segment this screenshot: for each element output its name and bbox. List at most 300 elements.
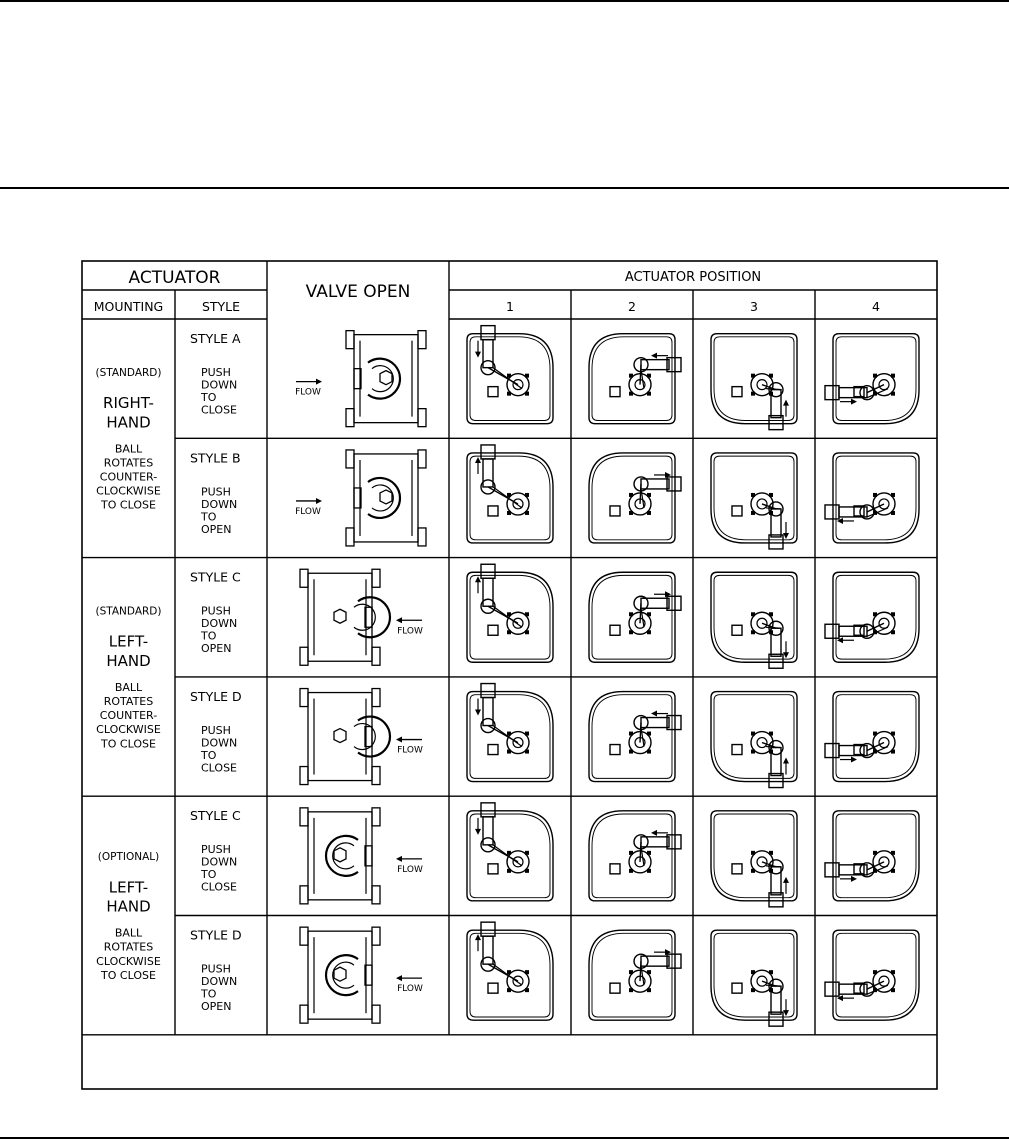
actuator-housing xyxy=(711,692,797,782)
bolt xyxy=(891,970,895,974)
style-action-text: OPEN xyxy=(201,522,232,536)
style-action-text: DOWN xyxy=(201,975,238,988)
stop-block xyxy=(488,864,498,874)
mounting-text: HAND xyxy=(106,897,151,916)
flange xyxy=(372,569,380,587)
valve-body-outline xyxy=(308,931,372,1019)
bolt xyxy=(525,732,529,736)
flange xyxy=(372,647,380,665)
ball-inner-arc xyxy=(333,962,354,988)
valve-open-heading: VALVE OPEN xyxy=(305,282,411,302)
motion-arrow-head xyxy=(851,757,857,763)
cylinder-body xyxy=(483,340,493,368)
lever-arm xyxy=(641,728,644,747)
style-action-text: DOWN xyxy=(201,378,238,392)
actuator-position-drawing xyxy=(467,445,553,543)
actuator-housing xyxy=(589,572,675,662)
bolt xyxy=(507,374,511,378)
flow-arrow-head xyxy=(316,379,322,385)
bolt xyxy=(751,851,755,855)
bolt xyxy=(647,988,651,992)
motion-arrow-head xyxy=(475,829,481,835)
actuator-housing xyxy=(589,930,675,1020)
bolt xyxy=(629,630,633,634)
stem-hex xyxy=(380,371,392,385)
actuator-heading: ACTUATOR xyxy=(128,268,221,288)
actuator-housing xyxy=(833,453,919,543)
flange xyxy=(372,927,380,945)
motion-arrow-head xyxy=(475,576,481,582)
valve-body-outline xyxy=(308,573,372,661)
actuator-housing xyxy=(711,930,797,1020)
bolt xyxy=(525,630,529,634)
style-label: STYLE D xyxy=(190,688,242,704)
lever-arm xyxy=(641,847,644,866)
lever-arm xyxy=(641,370,644,389)
actuator-position-drawing xyxy=(589,334,681,424)
stop-block xyxy=(732,625,742,635)
flow-label: FLOW xyxy=(295,387,321,398)
actuator-position-drawing xyxy=(825,811,919,901)
cylinder-body xyxy=(483,817,493,845)
flange xyxy=(418,528,426,546)
flow-arrow-head xyxy=(396,617,402,623)
actuator-housing-inner xyxy=(836,337,916,421)
bolt xyxy=(891,750,895,754)
flange xyxy=(300,569,308,587)
stop-block xyxy=(488,745,498,755)
mounting-text: ROTATES xyxy=(103,456,154,470)
actuator-housing-inner xyxy=(836,933,916,1017)
actuator-housing xyxy=(711,334,797,424)
cylinder-cap xyxy=(825,505,839,519)
actuator-housing xyxy=(833,930,919,1020)
stop-block xyxy=(488,506,498,516)
cylinder-body xyxy=(641,479,669,489)
mounting-text: BALL xyxy=(114,680,143,694)
actuator-position-drawing xyxy=(589,692,681,782)
lever-arm xyxy=(640,961,641,981)
bolt xyxy=(751,750,755,754)
actuator-housing-inner xyxy=(836,814,916,898)
motion-arrow-head xyxy=(783,877,789,883)
bolt xyxy=(525,493,529,497)
cylinder-body xyxy=(483,459,493,487)
bolt xyxy=(891,612,895,616)
lever-arm xyxy=(766,389,781,390)
bolt xyxy=(525,869,529,873)
bolt xyxy=(751,970,755,974)
mounting-text: LEFT- xyxy=(108,878,149,897)
bolt xyxy=(873,851,877,855)
bolt xyxy=(507,851,511,855)
bolt xyxy=(769,612,773,616)
actuator-position-drawing xyxy=(589,811,681,901)
ball-arc xyxy=(358,597,390,637)
mounting-text: BALL xyxy=(114,926,143,940)
actuator-position-drawing xyxy=(825,930,919,1020)
style-label: STYLE C xyxy=(190,569,241,585)
bolt xyxy=(751,732,755,736)
cylinder-cap xyxy=(825,386,839,400)
motion-arrow-head xyxy=(783,400,789,406)
flange xyxy=(372,767,380,785)
lever-arm xyxy=(640,365,641,385)
lever-arm xyxy=(766,866,781,867)
mounting-text: CLOCKWISE xyxy=(96,484,161,498)
actuator-position-drawing xyxy=(589,930,681,1020)
motion-arrow-head xyxy=(851,399,857,405)
flange xyxy=(372,886,380,904)
stem-hex xyxy=(334,609,346,623)
lever-arm xyxy=(640,484,641,504)
motion-arrow-head xyxy=(475,457,481,463)
lever-arm xyxy=(641,966,644,985)
style-action-text: OPEN xyxy=(201,642,232,656)
bolt xyxy=(873,612,877,616)
valve-open-drawing xyxy=(300,569,422,665)
flow-arrow xyxy=(396,975,422,981)
bolt xyxy=(647,851,651,855)
motion-arrow-head xyxy=(651,353,657,359)
bolt xyxy=(525,988,529,992)
mounting-text: TO CLOSE xyxy=(101,737,156,751)
actuator-housing xyxy=(467,572,553,662)
style-action-text: PUSH xyxy=(201,366,231,379)
mounting-text: TO CLOSE xyxy=(101,498,156,512)
cylinder-cap xyxy=(481,326,495,340)
actuator-housing-inner xyxy=(714,933,794,1017)
flow-label: FLOW xyxy=(397,626,423,637)
style-label: STYLE B xyxy=(190,450,241,466)
actuator-position-drawing xyxy=(467,684,553,782)
mounting-text: (STANDARD) xyxy=(95,605,162,618)
flow-arrow xyxy=(396,737,422,743)
valve-body-outline xyxy=(308,812,372,900)
actuator-housing xyxy=(711,453,797,543)
valve-body xyxy=(300,808,380,904)
cylinder-cap xyxy=(481,564,495,578)
bolt xyxy=(751,630,755,634)
bolt xyxy=(629,750,633,754)
stem-hex xyxy=(334,729,346,743)
stop-block xyxy=(732,387,742,397)
lever-arm xyxy=(766,508,781,509)
actuator-position-drawing xyxy=(825,453,919,543)
actuator-housing-inner xyxy=(836,456,916,540)
lever-arm xyxy=(766,747,781,748)
lever-arm xyxy=(640,842,641,862)
bolt xyxy=(507,988,511,992)
actuator-position-drawing xyxy=(589,572,681,662)
flow-arrow-head xyxy=(396,737,402,743)
flange xyxy=(372,808,380,826)
mounting-text: RIGHT- xyxy=(103,394,154,413)
style-action-text: TO xyxy=(201,629,217,643)
mounting-text: CLOCKWISE xyxy=(96,723,161,737)
bolt xyxy=(891,630,895,634)
ball-arc xyxy=(326,836,358,876)
actuator-housing xyxy=(711,572,797,662)
mounting-text: ROTATES xyxy=(103,940,154,954)
actuator-position-drawing xyxy=(711,334,797,430)
cylinder-body xyxy=(641,360,669,370)
style-action-text: CLOSE xyxy=(201,880,238,894)
actuator-housing xyxy=(711,811,797,901)
actuator-position-drawing xyxy=(825,572,919,662)
mounting-text: (OPTIONAL) xyxy=(97,851,160,864)
mounting-text: HAND xyxy=(106,651,151,670)
bolt xyxy=(891,851,895,855)
actuator-housing xyxy=(467,334,553,424)
style-action-text: PUSH xyxy=(201,843,231,857)
mounting-text: BALL xyxy=(114,442,143,456)
actuator-housing xyxy=(467,930,553,1020)
bolt xyxy=(647,612,651,616)
bolt xyxy=(629,374,633,378)
flange xyxy=(300,647,308,665)
bolt xyxy=(507,970,511,974)
bolt xyxy=(647,493,651,497)
flange xyxy=(372,689,380,707)
cylinder-body xyxy=(483,936,493,964)
bolt xyxy=(629,869,633,873)
actuator-housing xyxy=(589,692,675,782)
bolt xyxy=(525,374,529,378)
flange xyxy=(372,1005,380,1023)
mounting-heading: MOUNTING xyxy=(93,299,164,314)
mounting-text: CLOCKWISE xyxy=(96,954,161,968)
actuator-housing-inner xyxy=(836,695,916,779)
style-action-text: DOWN xyxy=(201,617,238,631)
ball-arc xyxy=(326,955,358,995)
mounting-text: TO CLOSE xyxy=(101,968,156,982)
actuator-housing xyxy=(589,453,675,543)
actuator-housing-inner xyxy=(470,337,550,421)
bolt xyxy=(629,851,633,855)
actuator-housing xyxy=(833,811,919,901)
bolt xyxy=(751,869,755,873)
mounting-text: (STANDARD) xyxy=(95,366,162,379)
lever-arm xyxy=(640,723,641,743)
motion-arrow-head xyxy=(851,876,857,882)
bolt xyxy=(507,493,511,497)
cylinder-cap xyxy=(481,922,495,936)
valve-open-drawing xyxy=(300,808,422,904)
bolt xyxy=(751,988,755,992)
bolt xyxy=(891,732,895,736)
valve-body xyxy=(300,569,390,665)
actuator-housing xyxy=(833,334,919,424)
actuator-housing-inner xyxy=(470,695,550,779)
valve-open-drawing xyxy=(300,689,422,785)
lever-arm xyxy=(640,603,641,623)
cylinder-body xyxy=(641,837,669,847)
bolt xyxy=(629,493,633,497)
bolt xyxy=(525,851,529,855)
style-action-text: PUSH xyxy=(201,485,231,499)
actuator-housing-inner xyxy=(592,933,672,1017)
actuator-housing xyxy=(833,692,919,782)
bolt xyxy=(769,374,773,378)
motion-arrow-head xyxy=(651,711,657,717)
flow-arrow-head xyxy=(316,498,322,504)
style-action-text: DOWN xyxy=(201,855,238,869)
stop-block xyxy=(610,864,620,874)
flow-arrow-head xyxy=(396,975,402,981)
bolt xyxy=(507,392,511,396)
bolt xyxy=(891,988,895,992)
bolt xyxy=(751,392,755,396)
actuator-housing-inner xyxy=(592,575,672,659)
flange xyxy=(300,927,308,945)
flange xyxy=(346,331,354,349)
valve-open-drawing xyxy=(296,450,426,546)
actuator-position-drawing xyxy=(825,692,919,782)
flow-label: FLOW xyxy=(397,745,423,756)
bolt xyxy=(525,750,529,754)
cylinder-cap xyxy=(825,624,839,638)
flange xyxy=(300,1005,308,1023)
stem-hex xyxy=(380,490,392,504)
bolt xyxy=(507,750,511,754)
ball-arc xyxy=(368,359,400,399)
actuator-position-drawing xyxy=(711,692,797,788)
bolt xyxy=(873,970,877,974)
valve-body xyxy=(346,450,426,546)
actuator-housing xyxy=(589,811,675,901)
actuator-position-drawing xyxy=(467,564,553,662)
stem-hex xyxy=(334,848,346,862)
actuator-position-drawing xyxy=(467,803,553,901)
valve-open-drawing xyxy=(296,331,426,427)
valve-body xyxy=(346,331,426,427)
actuator-position-drawing xyxy=(711,572,797,668)
motion-arrow-head xyxy=(783,1010,789,1016)
bolt xyxy=(525,511,529,515)
bolt xyxy=(507,511,511,515)
motion-arrow-head xyxy=(651,830,657,836)
flange xyxy=(418,331,426,349)
bolt xyxy=(629,612,633,616)
actuator-housing-inner xyxy=(714,814,794,898)
stop-block xyxy=(732,983,742,993)
style-action-text: PUSH xyxy=(201,962,231,976)
position-number: 1 xyxy=(506,299,514,314)
valve-body-outline xyxy=(308,693,372,781)
style-label: STYLE D xyxy=(190,927,242,943)
bolt xyxy=(507,612,511,616)
style-action-text: PUSH xyxy=(201,604,231,618)
bolt xyxy=(891,511,895,515)
mounting-text: COUNTER- xyxy=(99,709,158,723)
stop-block xyxy=(610,745,620,755)
mounting-text: HAND xyxy=(106,413,151,432)
actuator-housing-inner xyxy=(592,814,672,898)
actuator-housing-inner xyxy=(470,933,550,1017)
actuator-housing-inner xyxy=(592,695,672,779)
motion-arrow-head xyxy=(475,352,481,358)
stop-block xyxy=(610,387,620,397)
valve-open-drawing xyxy=(300,927,422,1023)
actuator-housing-inner xyxy=(836,575,916,659)
bolt xyxy=(873,732,877,736)
bolt xyxy=(891,374,895,378)
actuator-position-drawing xyxy=(711,930,797,1026)
bolt xyxy=(891,869,895,873)
flange xyxy=(300,808,308,826)
bolt xyxy=(629,970,633,974)
cylinder-cap xyxy=(481,684,495,698)
flange xyxy=(418,409,426,427)
valve-body-outline xyxy=(354,454,418,542)
actuator-position-drawing xyxy=(467,326,553,424)
motion-arrow-head xyxy=(475,934,481,940)
flange xyxy=(300,689,308,707)
bolt xyxy=(647,869,651,873)
actuator-housing-inner xyxy=(714,695,794,779)
position-number: 4 xyxy=(872,299,880,314)
cylinder-cap xyxy=(481,445,495,459)
actuator-housing xyxy=(833,572,919,662)
bolt xyxy=(647,630,651,634)
style-action-text: DOWN xyxy=(201,497,238,511)
cylinder-body xyxy=(641,956,669,966)
ball-arc xyxy=(368,478,400,518)
valve-body xyxy=(300,927,380,1023)
bolt xyxy=(647,970,651,974)
lever-arm xyxy=(766,985,781,986)
actuator-position-drawing xyxy=(711,811,797,907)
position-number: 3 xyxy=(750,299,758,314)
bolt xyxy=(507,630,511,634)
bolt xyxy=(873,493,877,497)
bolt xyxy=(525,392,529,396)
flow-arrow xyxy=(296,379,322,385)
cylinder-cap xyxy=(825,744,839,758)
flow-arrow-head xyxy=(396,856,402,862)
actuator-position-heading: ACTUATOR POSITION xyxy=(624,270,762,285)
table-drawings xyxy=(296,326,919,1027)
bolt xyxy=(769,970,773,974)
actuator-housing xyxy=(589,334,675,424)
actuator-position-drawing xyxy=(825,334,919,424)
actuator-housing-inner xyxy=(592,456,672,540)
style-action-text: CLOSE xyxy=(201,761,238,775)
bolt xyxy=(873,374,877,378)
style-action-text: TO xyxy=(201,748,217,762)
style-action-text: TO xyxy=(201,987,217,1001)
style-action-text: TO xyxy=(201,510,217,524)
style-label: STYLE C xyxy=(190,808,241,824)
stop-block xyxy=(732,864,742,874)
stop-block xyxy=(732,506,742,516)
actuator-housing-inner xyxy=(714,575,794,659)
motion-arrow-head xyxy=(783,652,789,658)
actuator-housing-inner xyxy=(470,814,550,898)
bolt xyxy=(507,869,511,873)
actuator-position-drawing xyxy=(711,453,797,549)
valve-body xyxy=(300,689,390,785)
motion-arrow-head xyxy=(783,533,789,539)
stop-block xyxy=(488,387,498,397)
bolt xyxy=(629,392,633,396)
cylinder-body xyxy=(483,698,493,726)
flange xyxy=(300,767,308,785)
stop-block xyxy=(610,625,620,635)
cylinder-body xyxy=(483,578,493,606)
actuator-housing-inner xyxy=(470,456,550,540)
